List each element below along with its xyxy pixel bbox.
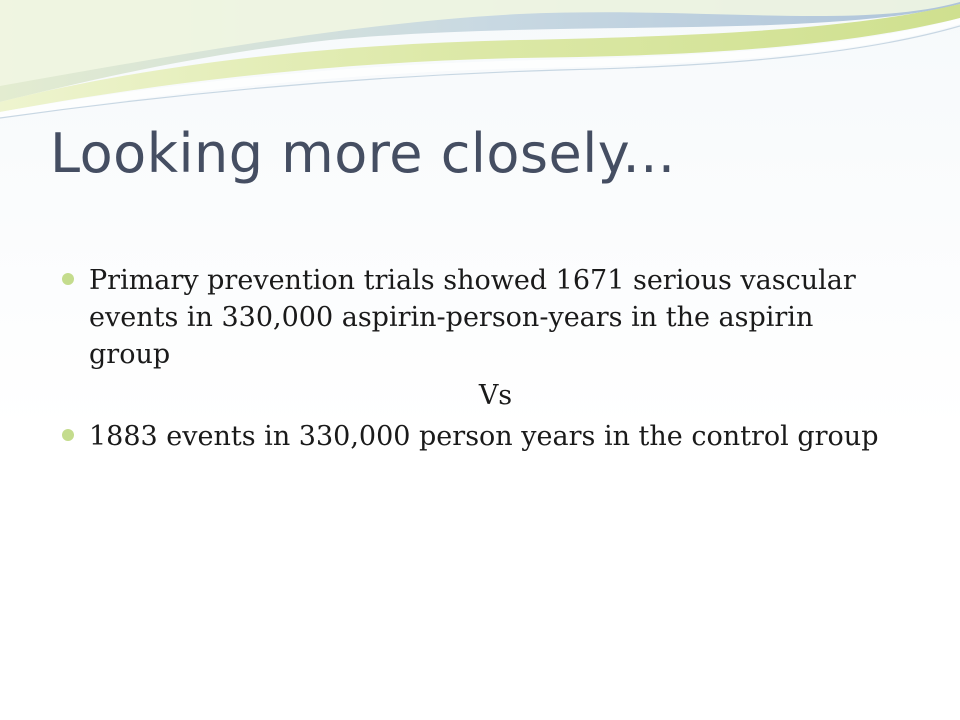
- header-wave-decoration: [0, 0, 960, 130]
- bullet-text: Primary prevention trials showed 1671 serious vascular events in 330,000 aspirin-person-years in the aspirin group: [89, 265, 856, 370]
- bullet-text: 1883 events in 330,000 person years in the control group: [89, 421, 879, 452]
- separator-text: Vs: [478, 380, 513, 411]
- bullet-item: [62, 418, 902, 455]
- slide-title: Looking more closely...: [50, 122, 676, 185]
- slide-body: [62, 262, 902, 455]
- bullet-dot-icon: [62, 273, 74, 285]
- bullet-dot-icon: [62, 429, 74, 441]
- bullet-item: [62, 262, 902, 373]
